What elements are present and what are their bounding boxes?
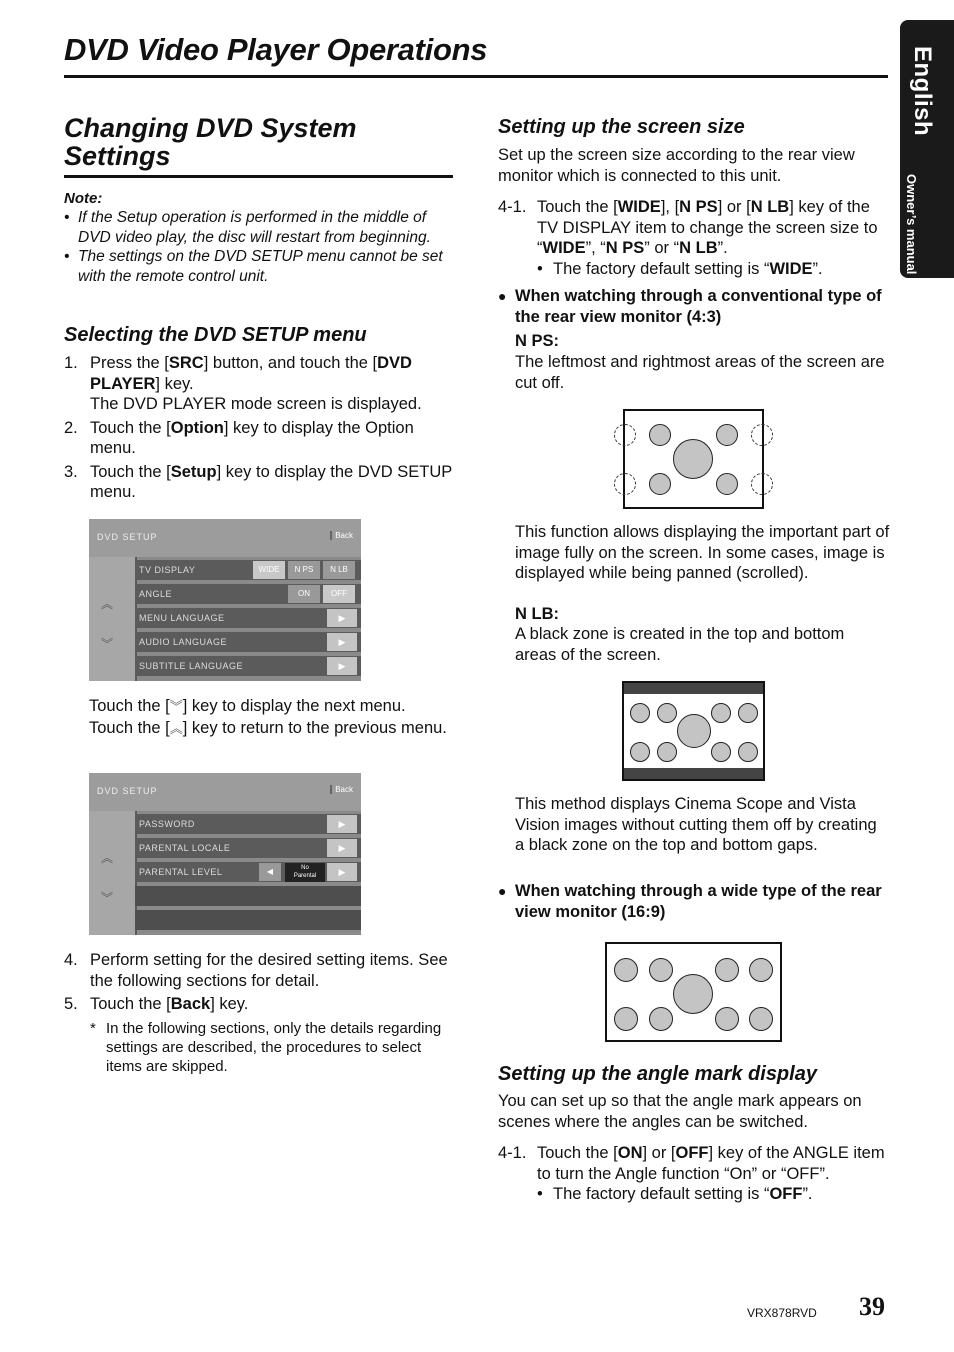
page-title: DVD Video Player Operations (64, 32, 488, 67)
arrow-right-icon: ▶ (327, 863, 357, 881)
language-tab (900, 20, 954, 278)
note-label: Note: (64, 190, 103, 207)
nps-function: This function allows displaying the important part of image fully on the screen. In some cases, image is displayed while being panned (scrolled). (515, 523, 890, 582)
screen-title: DVD SETUP (97, 532, 158, 542)
page-number: 39 (859, 1292, 885, 1321)
nlb-label: N LB: (515, 605, 559, 623)
screen-row: MENU LANGUAGE ▶ (135, 608, 361, 628)
footnote: * In the following sections, only the details regarding settings are described, the procedures to select items are skipped. (90, 1020, 442, 1075)
screen-row: PARENTAL LOCALE ▶ (135, 838, 361, 858)
note-item: • The settings on the DVD SETUP menu cannot be set with the remote control unit. (64, 248, 443, 285)
model-number: VRX878RVD (747, 1306, 817, 1320)
scroll-up-icon: ︽ (101, 597, 114, 611)
nlb-diagram (622, 681, 765, 781)
angle-step: 4-1. Touch the [ON] or [OFF] key of the ANGLE item to turn the Angle function “On” or “OFF”. • The factory default setting is “OFF”. (498, 1143, 890, 1205)
cut-off-circle (614, 473, 636, 495)
dvd-setup-screenshot-2 (89, 773, 361, 935)
step-3: 3. Touch the [Setup] key to display the DVD SETUP menu. (64, 462, 452, 501)
title-rule (64, 75, 888, 78)
wide-diagram (605, 942, 782, 1042)
nlb-description: A black zone is created in the top and bottom areas of the screen. (515, 625, 845, 664)
screen-title: DVD SETUP (97, 786, 158, 796)
arrow-right-icon: ▶ (327, 839, 357, 857)
section-rule (64, 175, 453, 178)
note-item: • If the Setup operation is performed in the middle of DVD video play, the disc will restart from beginning. (64, 209, 431, 246)
back-key: Back (330, 531, 353, 540)
wide-monitor-heading: ● When watching through a wide type of the rear view monitor (16:9) (498, 882, 882, 921)
default-note: • The factory default setting is “OFF”. (537, 1185, 813, 1203)
conventional-monitor-heading: ● When watching through a conventional type of the rear view monitor (4:3) (498, 287, 882, 326)
scroll-instructions: Touch the [︾] key to display the next menu. Touch the [︽] key to return to the previous menu. (89, 697, 447, 737)
step-2: 2. Touch the [Option] key to display the Option menu. (64, 418, 414, 457)
nps-label: N PS: (515, 332, 560, 350)
black-circle-bullet-icon: ● (498, 883, 507, 899)
back-key: Back (330, 785, 353, 794)
bullet-icon: • (64, 248, 70, 265)
dvd-setup-screenshot-1 (89, 519, 361, 681)
steps-list (64, 353, 456, 503)
black-zone-bottom (624, 768, 763, 779)
subheading-setup-menu: Selecting the DVD SETUP menu (64, 324, 367, 346)
cut-off-circle (751, 473, 773, 495)
screen-size-step: 4-1. Touch the [WIDE], [N PS] or [N LB] key of the TV DISPLAY item to change the screen size to “WIDE”, “N PS” or “N LB”. • The factory default setting is “WIDE”. (498, 197, 890, 279)
bullet-icon: • (64, 209, 70, 226)
cut-off-circle (751, 424, 773, 446)
manual-label: Owner’s manual (904, 174, 919, 275)
scroll-down-icon: ︾ (101, 891, 114, 905)
steps-list-2 (64, 950, 456, 1015)
level-value: No Parental (285, 863, 325, 882)
arrow-right-icon: ▶ (327, 657, 357, 675)
language-label: English (909, 46, 936, 137)
note-list (64, 208, 454, 286)
nlb-function: This method displays Cinema Scope and Vista Vision images without cutting them off by creating a black zone on the top and bottom gaps. (515, 795, 877, 854)
black-circle-bullet-icon: ● (498, 288, 507, 304)
scroll-down-icon: ︾ (101, 637, 114, 651)
screen-row: TV DISPLAY WIDE N PS N LB (135, 560, 361, 580)
arrow-right-icon: ▶ (327, 609, 357, 627)
bullet-icon: • (537, 259, 543, 278)
step-1: 1. Press the [SRC] button, and touch the [DVD PLAYER] key. The DVD PLAYER mode screen is displayed. (64, 354, 422, 413)
cut-off-circle (614, 424, 636, 446)
section-title: Changing DVD System Settings (64, 113, 357, 171)
bullet-icon: • (537, 1185, 543, 1203)
subheading-screen-size: Setting up the screen size (498, 116, 745, 138)
nps-diagram (623, 409, 764, 509)
screen-size-intro: Set up the screen size according to the rear view monitor which is connected to this unit. (498, 146, 855, 185)
scroll-up-icon: ︽ (101, 851, 114, 865)
subheading-angle-mark: Setting up the angle mark display (498, 1063, 817, 1085)
step-4: 4. Perform setting for the desired setting items. See the following sections for detail. (64, 951, 448, 990)
arrow-right-icon: ▶ (327, 633, 357, 651)
black-zone-top (624, 683, 763, 694)
screen-row: PARENTAL LEVEL ◀ No Parental ▶ (135, 862, 361, 882)
screen-row: ANGLE ON OFF (135, 584, 361, 604)
arrow-left-icon: ◀ (259, 863, 281, 881)
screen-row: SUBTITLE LANGUAGE ▶ (135, 656, 361, 676)
double-chevron-down-icon: ︾ (169, 699, 183, 714)
screen-row: PASSWORD ▶ (135, 814, 361, 834)
nps-description: The leftmost and rightmost areas of the screen are cut off. (515, 353, 885, 392)
double-chevron-up-icon: ︽ (169, 720, 183, 736)
screen-row: AUDIO LANGUAGE ▶ (135, 632, 361, 652)
default-note: • The factory default setting is “WIDE”. (537, 259, 823, 278)
arrow-right-icon: ▶ (327, 815, 357, 833)
step-5: 5. Touch the [Back] key. (64, 995, 249, 1013)
angle-intro: You can set up so that the angle mark appears on scenes where the angles can be switched. (498, 1092, 862, 1131)
